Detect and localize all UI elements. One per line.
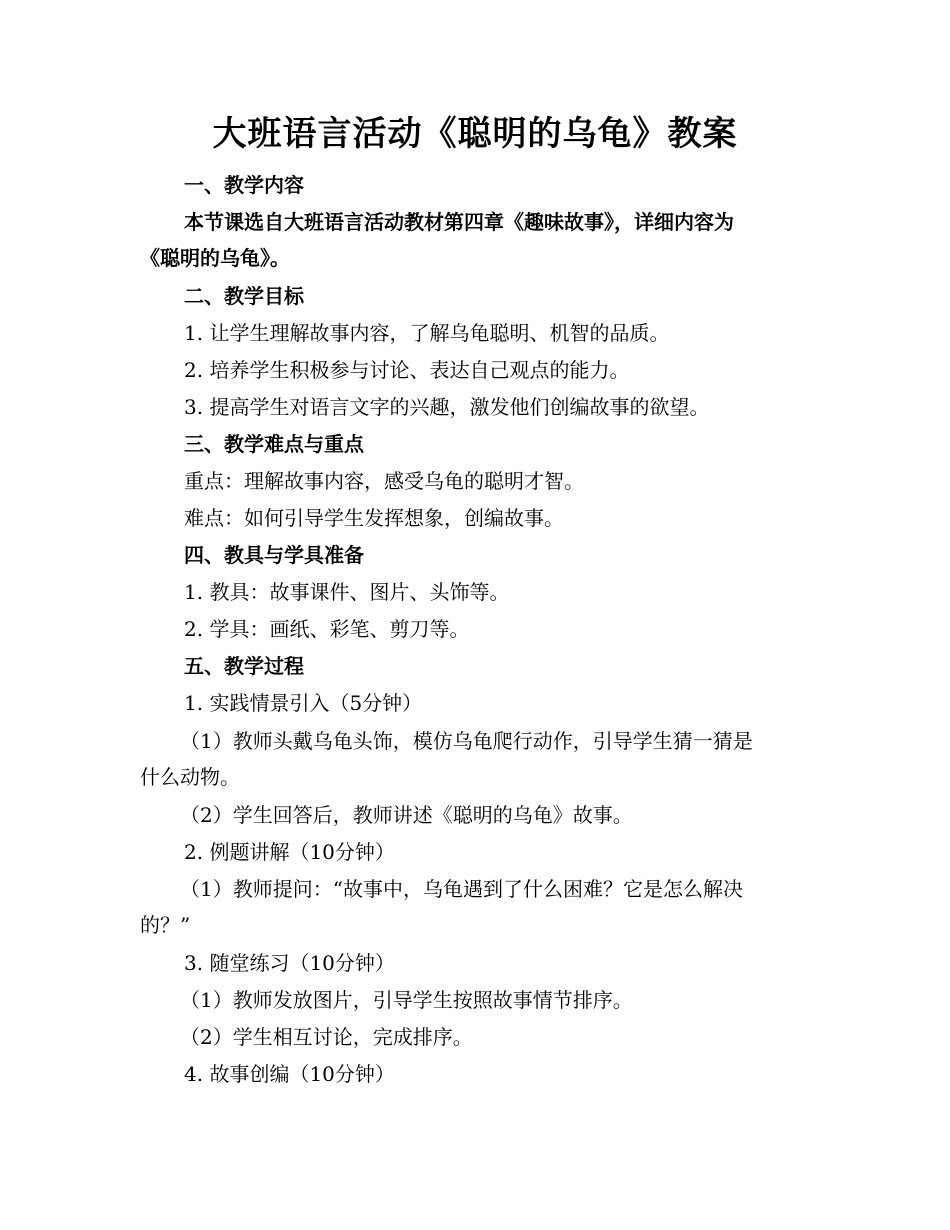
paragraph-line: （1）教师提问：“故事中，乌龟遇到了什么困难？它是怎么解决: [180, 877, 743, 901]
paragraph-line: 什么动物。: [140, 765, 240, 789]
list-item: 1. 让学生理解故事内容，了解乌龟聪明、机智的品质。: [184, 321, 670, 345]
list-item: 3. 提高学生对语言文字的兴趣，激发他们创编故事的欲望。: [184, 395, 710, 419]
paragraph-line: 的？”: [140, 913, 191, 937]
list-item: 2. 学具：画纸、彩笔、剪刀等。: [184, 617, 470, 641]
paragraph-line: （1）教师发放图片，引导学生按照故事情节排序。: [180, 988, 633, 1012]
section-heading-focus: 三、教学难点与重点: [184, 432, 364, 456]
section-heading-process: 五、教学过程: [184, 654, 304, 678]
document-title: 大班语言活动《聪明的乌龟》教案: [212, 114, 738, 154]
list-item: 1. 实践情景引入（5分钟）: [184, 691, 423, 715]
section-heading-content: 一、教学内容: [184, 173, 304, 197]
paragraph-line: （1）教师头戴乌龟头饰，模仿乌龟爬行动作，引导学生猜一猜是: [180, 729, 753, 753]
list-item: 1. 教具：故事课件、图片、头饰等。: [184, 580, 510, 604]
paragraph-line: 重点：理解故事内容，感受乌龟的聪明才智。: [184, 469, 584, 493]
paragraph-line: 本节课选自大班语言活动教材第四章《趣味故事》，详细内容为: [184, 210, 734, 234]
paragraph-line: （2）学生相互讨论，完成排序。: [180, 1025, 473, 1049]
paragraph-line: 《聪明的乌龟》。: [140, 246, 290, 270]
paragraph-line: （2）学生回答后，教师讲述《聪明的乌龟》故事。: [180, 803, 633, 827]
list-item: 2. 培养学生积极参与讨论、表达自己观点的能力。: [184, 358, 630, 382]
list-item: 3. 随堂练习（10分钟）: [184, 951, 395, 975]
section-heading-goals: 二、教学目标: [184, 284, 304, 308]
paragraph-line: 难点：如何引导学生发挥想象，创编故事。: [184, 506, 564, 530]
list-item: 2. 例题讲解（10分钟）: [184, 840, 395, 864]
list-item: 4. 故事创编（10分钟）: [184, 1062, 395, 1086]
section-heading-materials: 四、教具与学具准备: [184, 543, 364, 567]
